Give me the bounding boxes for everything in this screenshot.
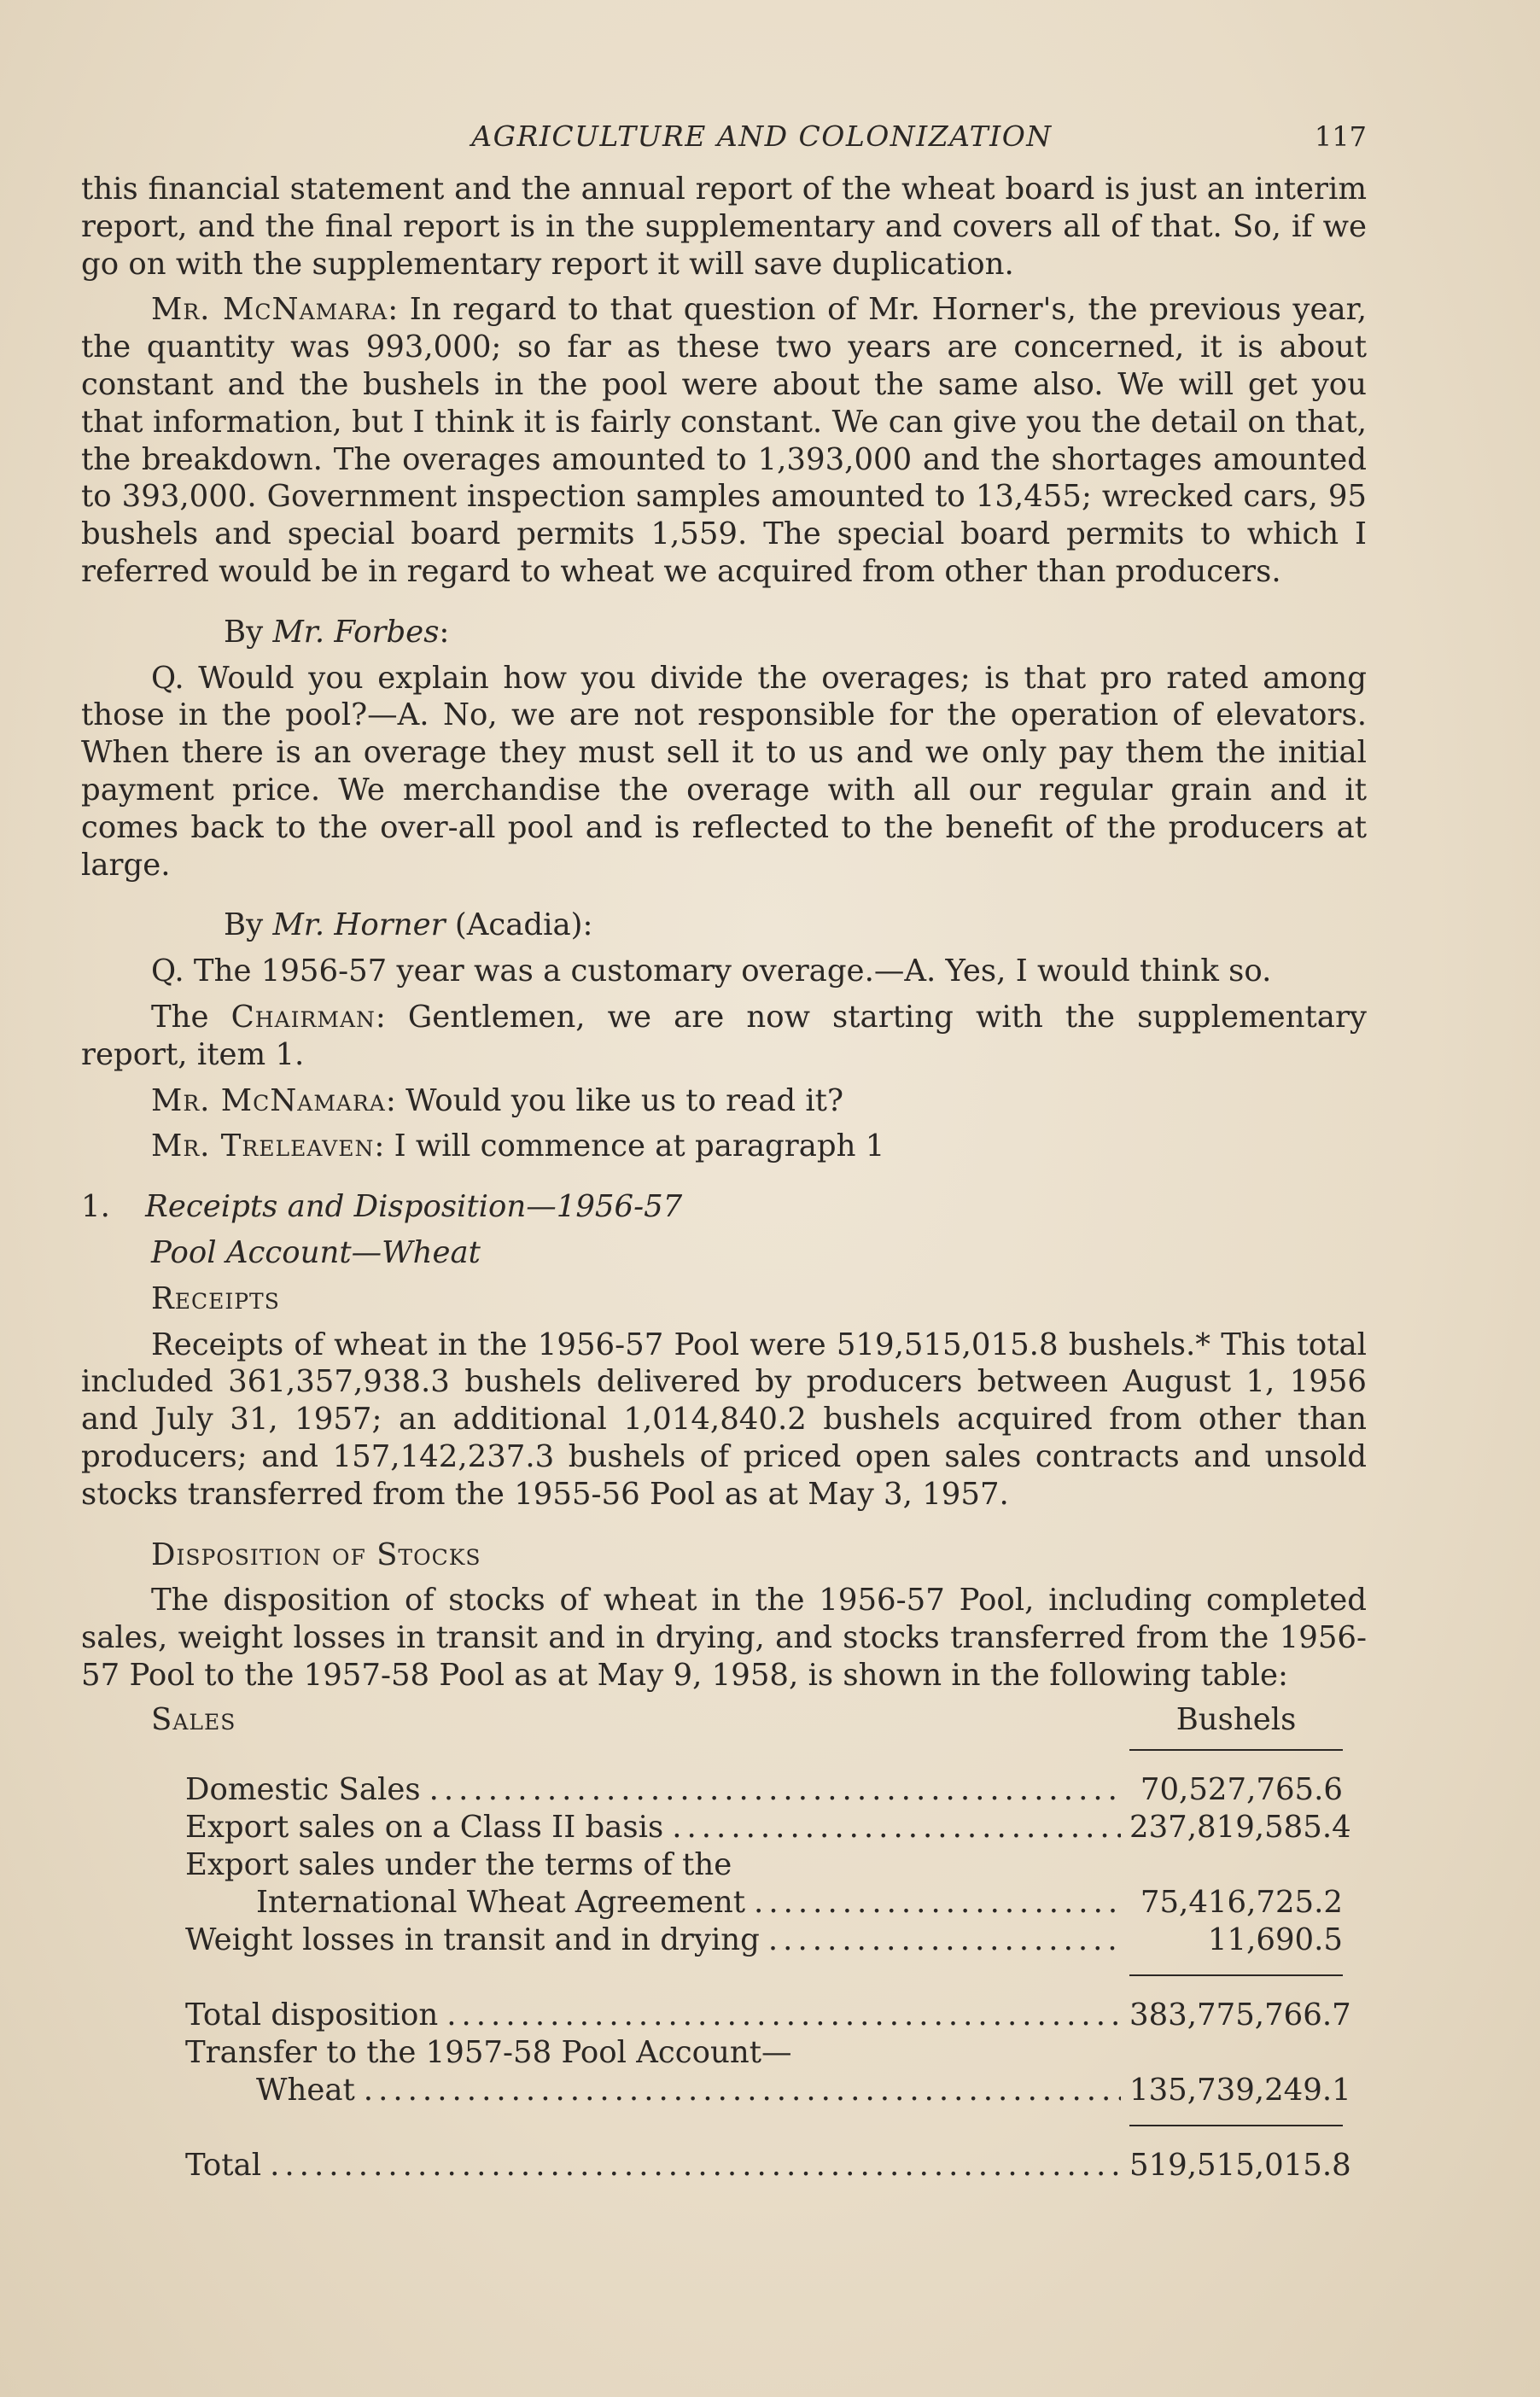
total-rule	[1129, 2125, 1343, 2126]
disposition-heading: Disposition of Stocks	[151, 1537, 481, 1572]
speaker-name: Mr. McNamara	[151, 292, 388, 328]
running-title: AGRICULTURE AND COLONIZATION	[471, 120, 1053, 153]
section-title: Receipts and Disposition—1956-57	[145, 1189, 683, 1225]
table-row: Weight losses in transit and in drying ..... 11,690.5	[81, 1922, 1367, 1959]
receipts-heading: Receipts	[151, 1280, 280, 1316]
sales-column-head: Sales	[151, 1701, 236, 1737]
paragraph-chairman: The Chairman: Gentlemen, we are now starting with the supplementary report, item 1.	[81, 999, 1367, 1072]
header-rule	[1129, 1749, 1343, 1751]
section-number: 1.	[81, 1189, 110, 1225]
table-row-total: Total ..... 519,515,015.8	[81, 2147, 1367, 2184]
byline-name: Mr. Horner	[272, 907, 446, 943]
subtotal-rule	[1129, 1974, 1343, 1976]
paragraph-question-overages: Q. Would you explain how you divide the overages; is that pro rated among those in the pool?—A. No, we are not responsible for the operation of elevators. When there is an overage they must sell it to us and we only pay them the initial payment price. We merchandise the overage with all our regular grain and it comes back to the over-all pool and is reflected to the benefit of the producers at large.	[81, 660, 1367, 883]
table-row: Domestic Sales ..... 70,527,765.6	[81, 1771, 1367, 1809]
table-header	[81, 1700, 1367, 1741]
table-row: Wheat ..... 135,739,249.1	[81, 2072, 1367, 2109]
page-number: 117	[1314, 120, 1367, 153]
running-header	[81, 120, 1367, 171]
speech-text: : In regard to that question of Mr. Horner's, the previous year, the quantity was 993,000; so far as these two years are concerned, it is about constant and the bushels in the pool were about the same also. We will get you that information, but I think it is fairly constant. We can give you the detail on that, the breakdown. The overages amounted to 1,393,000 and the shortages amounted to 393,000. Government inspection samples amounted to 13,455; wrecked cars, 95 bushels and special board permits 1,559. The special board permits to which I referred would be in regard to wheat we acquired from other than producers.	[81, 292, 1367, 589]
paragraph-continued: this financial statement and the annual report of the wheat board is just an interim report, and the final report is in the supplementary and covers all of that. So, if we go on with the supplementary report it will save duplication.	[81, 172, 1367, 282]
speaker-name: Chairman	[230, 999, 376, 1035]
table-row: Transfer to the 1957-58 Pool Account—	[185, 2034, 792, 2070]
text-column	[81, 120, 1367, 2184]
paragraph-mcnamara-answer	[81, 291, 1367, 590]
byline-name: Mr. Forbes	[272, 614, 440, 650]
byline-forbes: By Mr. Forbes:	[224, 614, 450, 650]
byline-horner: By Mr. Horner (Acadia):	[224, 907, 593, 943]
paragraph-treleaven: Mr. Treleaven: I will commence at paragraph 1	[151, 1129, 885, 1164]
speaker-name: Mr. McNamara	[151, 1082, 386, 1118]
table-row: Export sales on a Class II basis ..... 237,819,585.4	[81, 1809, 1367, 1846]
paragraph-disposition: The disposition of stocks of wheat in the 1956-57 Pool, including completed sales, weight losses in transit and in drying, and stocks transferred from the 1956-57 Pool to the 1957-58 Pool as at May 9, 1958, is shown in the following table:	[81, 1583, 1367, 1693]
disposition-table	[81, 1700, 1367, 2184]
speaker-name: Mr. Treleaven	[151, 1129, 375, 1164]
table-row: International Wheat Agreement ..... 75,416,725.2	[81, 1884, 1367, 1922]
bushels-column-head: Bushels	[1175, 1701, 1297, 1737]
paragraph-receipts: Receipts of wheat in the 1956-57 Pool were 519,515,015.8 bushels.* This total included 361,357,938.3 bushels delivered by producers between August 1, 1956 and July 31, 1957; an additional 1,014,840.2 bushels acquired from other than producers; and 157,142,237.3 bushels of priced open sales contracts and unsold stocks transferred from the 1955-56 Pool as at May 3, 1957.	[81, 1327, 1367, 1512]
section-subtitle: Pool Account—Wheat	[151, 1234, 481, 1270]
table-row: Export sales under the terms of the	[185, 1846, 732, 1882]
paragraph-mcnamara-read: Mr. McNamara: Would you like us to read it?	[151, 1082, 843, 1118]
table-row: Total disposition ..... 383,775,766.7	[81, 1997, 1367, 2034]
paragraph-question-customary: Q. The 1956-57 year was a customary overage.—A. Yes, I would think so.	[151, 954, 1272, 989]
section-heading	[81, 1188, 1367, 1226]
